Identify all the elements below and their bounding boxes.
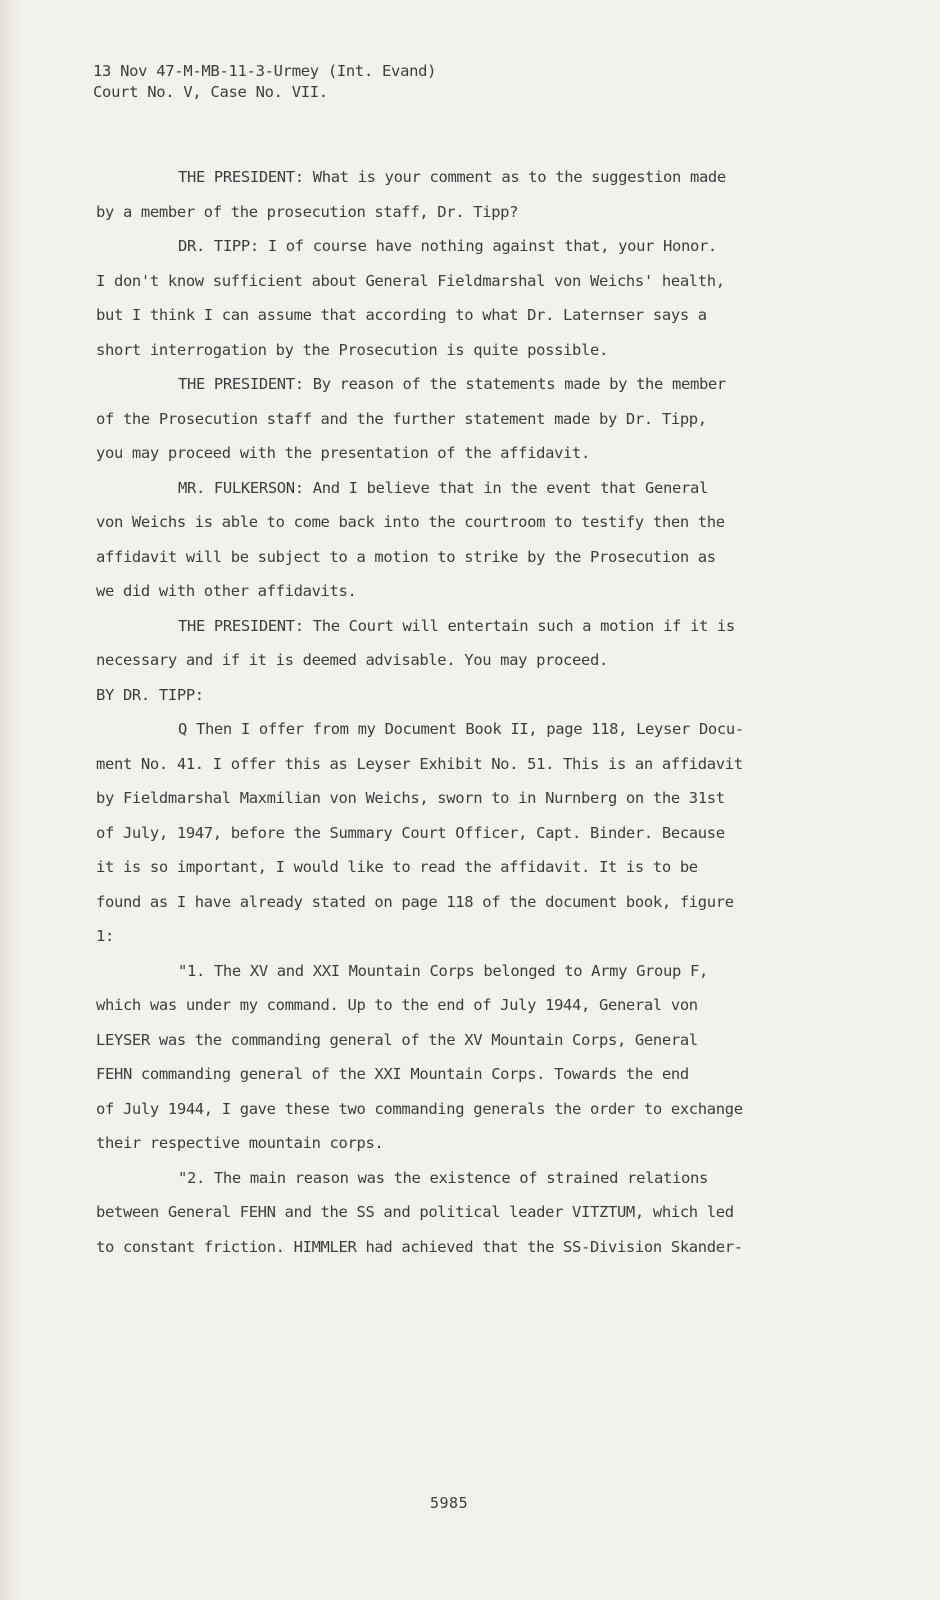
text-line: affidavit will be subject to a motion to strike by the Prosecution as: [96, 547, 716, 566]
page-edge-shadow: [0, 0, 22, 1600]
text-line: which was under my command. Up to the end of July 1944, General von: [96, 996, 698, 1014]
text-line: Q Then I offer from my Document Book II, page 118, Leyser Docu-: [178, 720, 744, 738]
text-line: of July 1944, I gave these two commanding generals the order to exchange: [96, 1099, 743, 1118]
text-line: by Fieldmarshal Maxmilian von Weichs, sworn to in Nurnberg on the 31st: [96, 789, 725, 807]
text-line: we did with other affidavits.: [96, 582, 357, 600]
text-line: found as I have already stated on page 118 of the document book, figure: [96, 892, 734, 911]
text-line: 1:: [96, 927, 114, 945]
text-line: their respective mountain corps.: [96, 1134, 384, 1152]
text-line: I don't know sufficient about General Fieldmarshal von Weichs' health,: [96, 271, 725, 290]
header-line-2: Court No. V, Case No. VII.: [93, 83, 328, 101]
text-line: BY DR. TIPP:: [96, 685, 204, 704]
text-line: it is so important, I would like to read the affidavit. It is to be: [96, 858, 698, 876]
text-line: between General FEHN and the SS and political leader VITZTUM, which led: [96, 1203, 734, 1221]
header: [93, 61, 436, 103]
text-line: "1. The XV and XXI Mountain Corps belonged to Army Group F,: [178, 961, 708, 980]
text-line: DR. TIPP: I of course have nothing against that, your Honor.: [178, 237, 717, 255]
text-line: ment No. 41. I offer this as Leyser Exhibit No. 51. This is an affidavit: [96, 754, 743, 773]
text-line: of the Prosecution staff and the further statement made by Dr. Tipp,: [96, 409, 707, 428]
text-line: THE PRESIDENT: What is your comment as to the suggestion made: [178, 168, 726, 186]
text-line: MR. FULKERSON: And I believe that in the event that General: [178, 478, 708, 497]
header-line-1: 13 Nov 47-M-MB-11-3-Urmey (Int. Evand): [93, 62, 437, 80]
text-line: von Weichs is able to come back into the courtroom to testify then the: [96, 513, 725, 531]
text-line: but I think I can assume that according to what Dr. Laternser says a: [96, 306, 707, 324]
text-line: short interrogation by the Prosecution is quite possible.: [96, 340, 608, 359]
text-line: you may proceed with the presentation of the affidavit.: [96, 444, 590, 462]
text-line: "2. The main reason was the existence of strained relations: [178, 1168, 708, 1187]
text-line: by a member of the prosecution staff, Dr. Tipp?: [96, 202, 519, 221]
text-line: THE PRESIDENT: The Court will entertain such a motion if it is: [178, 616, 735, 635]
text-line: of July, 1947, before the Summary Court Officer, Capt. Binder. Because: [96, 823, 725, 842]
transcript-body: [96, 160, 876, 1264]
text-line: necessary and if it is deemed advisable. You may proceed.: [96, 651, 608, 669]
text-line: to constant friction. HIMMLER had achieved that the SS-Division Skander-: [96, 1237, 743, 1256]
page-number: 5985: [430, 1494, 469, 1512]
text-line: LEYSER was the commanding general of the XV Mountain Corps, General: [96, 1030, 698, 1049]
text-line: FEHN commanding general of the XXI Mountain Corps. Towards the end: [96, 1065, 689, 1083]
text-line: THE PRESIDENT: By reason of the statements made by the member: [178, 375, 726, 393]
